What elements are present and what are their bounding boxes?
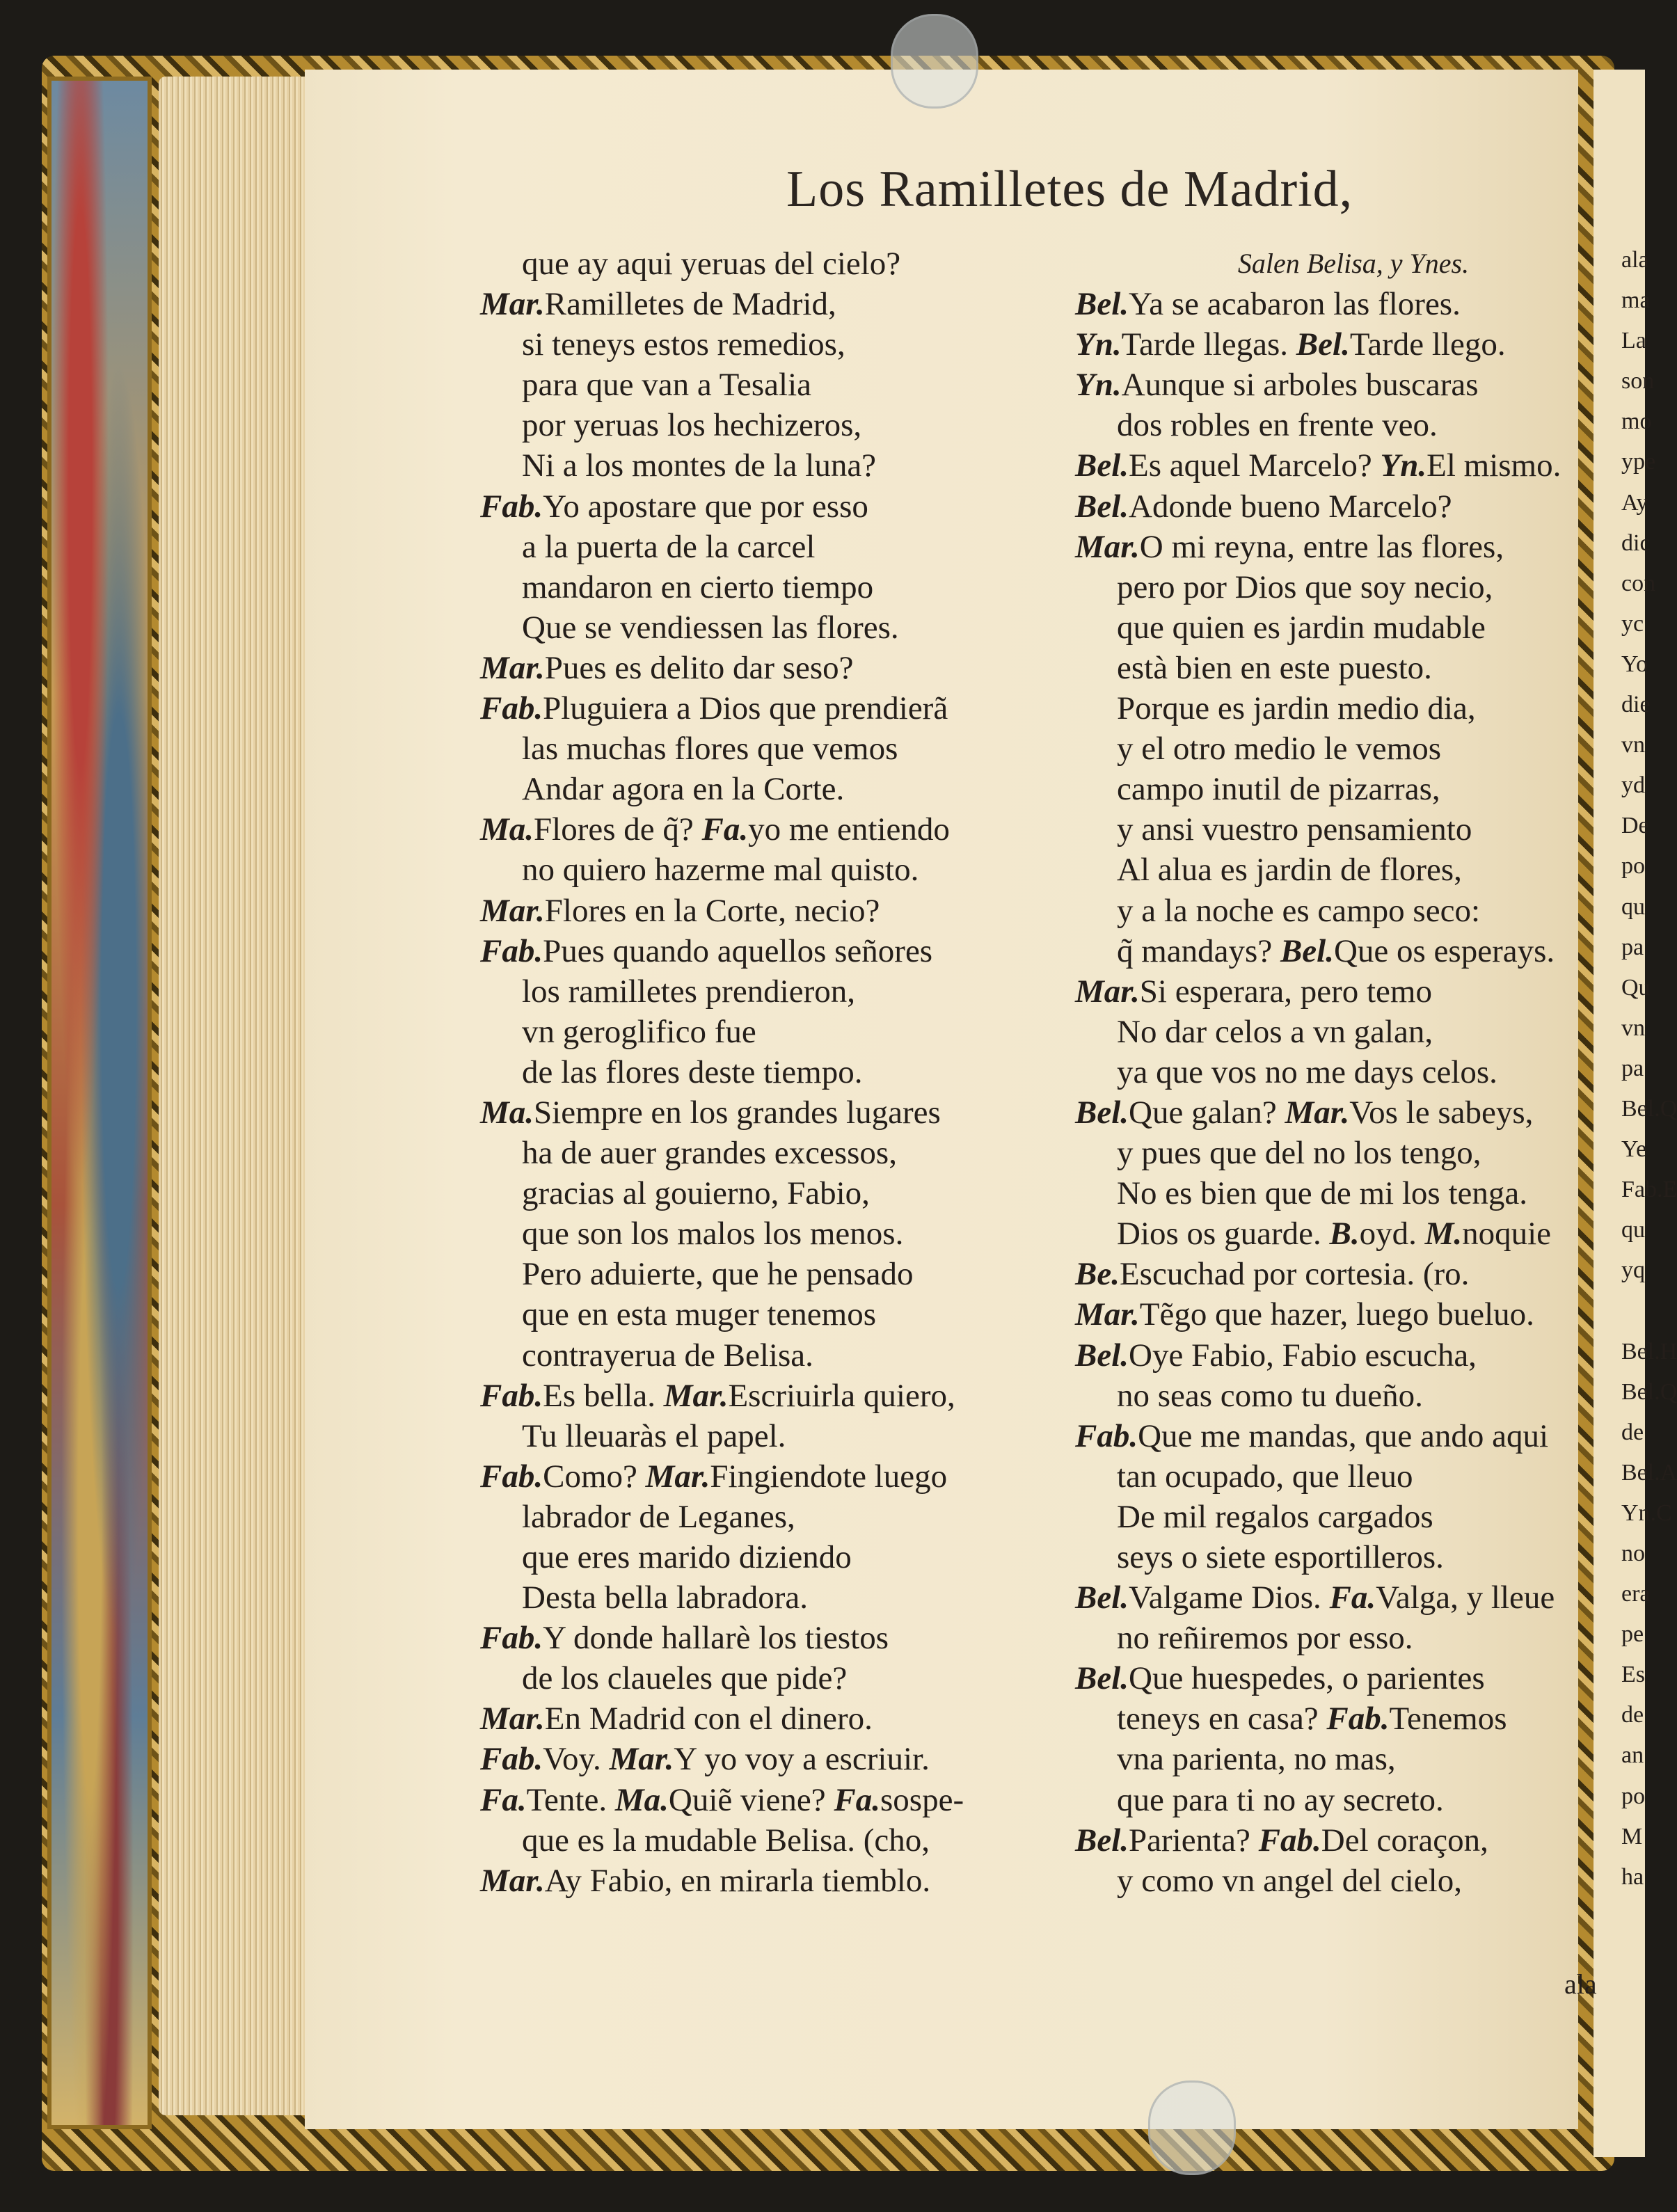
- verse-text: Que se vendiessen las flores.: [522, 609, 899, 646]
- facing-page-fragments: [1621, 240, 1677, 1897]
- facing-page-fragment: Bel.Q: [1621, 1378, 1677, 1405]
- speaker-label: Ma.: [614, 1781, 669, 1818]
- speaker-label: Mar.: [480, 1862, 545, 1899]
- verse-text: dos robles en frente veo.: [1117, 407, 1438, 444]
- verse-text: mandaron en cierto tiempo: [522, 568, 874, 605]
- verse-text: que es la mudable Belisa. (cho,: [522, 1822, 930, 1859]
- stage-direction: Salen Belisa, y Ynes.: [1237, 248, 1470, 279]
- verse-text: El mismo.: [1426, 447, 1561, 484]
- speaker-label: Ma.: [480, 811, 534, 848]
- verse-text: Fingiendote luego: [710, 1458, 948, 1495]
- verse-line: [480, 244, 1092, 284]
- verse-text: Es aquel Marcelo?: [1129, 447, 1381, 484]
- facing-page-fragment: ype: [1621, 449, 1656, 475]
- facing-page-fragment: ha: [1621, 1863, 1644, 1890]
- left-verse-column: [480, 244, 1092, 1901]
- verse-text: Ramilletes de Madrid,: [544, 286, 836, 323]
- verse-line: [480, 648, 1092, 688]
- verse-text: Tente.: [526, 1781, 615, 1818]
- speaker-label: Yn.: [1380, 447, 1427, 484]
- verse-line: [480, 688, 1092, 729]
- verse-line: [480, 1739, 1092, 1779]
- verse-line: [480, 1577, 1092, 1618]
- verse-text: De mil regalos cargados: [1117, 1498, 1433, 1535]
- verse-line: [1075, 1861, 1590, 1901]
- speaker-label: Fab.: [480, 488, 543, 525]
- verse-text: Que huespedes, o parientes: [1129, 1660, 1485, 1697]
- speaker-label: Bel.: [1075, 488, 1129, 525]
- verse-text: y pues que del no los tengo,: [1117, 1135, 1481, 1172]
- facing-page-fragment: pe: [1621, 1621, 1644, 1648]
- facing-page-fragment: Bel.A: [1621, 1459, 1677, 1486]
- verse-line: [1075, 1780, 1590, 1820]
- verse-text: Y donde hallarè los tiestos: [543, 1620, 889, 1657]
- verse-text: Como?: [543, 1458, 646, 1495]
- verse-text: Pues quando aquellos señores: [543, 932, 933, 969]
- facing-page-fragment: no: [1621, 1541, 1645, 1566]
- verse-text: que quien es jardin mudable: [1117, 609, 1486, 646]
- verse-line: [1075, 365, 1590, 405]
- verse-line: [480, 1335, 1092, 1376]
- verse-text: de las flores deste tiempo.: [522, 1053, 863, 1090]
- verse-line: [1075, 648, 1590, 688]
- verse-text: no seas como tu dueño.: [1117, 1377, 1423, 1414]
- verse-text: Tenemos: [1389, 1701, 1507, 1737]
- verse-text: Aunque si arboles buscaras: [1121, 367, 1479, 404]
- facing-page-fragment: Fab.E: [1621, 1177, 1677, 1203]
- right-verse-column: [1075, 244, 1590, 1901]
- facing-page-fragment: de: [1621, 1702, 1644, 1728]
- verse-line: [480, 405, 1092, 445]
- facing-page-fragment: qu: [1621, 893, 1645, 920]
- verse-line: [1075, 1416, 1590, 1456]
- verse-line: [1075, 931, 1590, 971]
- verse-text: teneys en casa?: [1117, 1701, 1327, 1737]
- verse-line: [480, 1012, 1092, 1052]
- verse-text: tan ocupado, que lleuo: [1117, 1458, 1413, 1495]
- facing-page-fragment: yd: [1621, 772, 1645, 799]
- verse-text: a la puerta de la carcel: [522, 528, 816, 565]
- verse-line: [1075, 1092, 1590, 1133]
- verse-line: [1075, 1133, 1590, 1173]
- verse-text: ha de auer grandes excessos,: [522, 1135, 897, 1172]
- speaker-label: M.: [1424, 1216, 1463, 1252]
- verse-text: que ay aqui yeruas del cielo?: [522, 246, 901, 282]
- verse-text: que en esta muger tenemos: [522, 1296, 876, 1333]
- verse-text: Tarde llegas.: [1121, 326, 1296, 363]
- verse-text: Pues es delito dar seso?: [544, 649, 854, 686]
- speaker-label: Mar.: [1075, 528, 1140, 565]
- facing-page-fragment: po: [1621, 853, 1645, 880]
- verse-text: labrador de Leganes,: [522, 1498, 795, 1535]
- verse-text: Desta bella labradora.: [522, 1580, 809, 1616]
- verse-line: [480, 809, 1092, 850]
- speaker-label: Fa.: [701, 811, 749, 848]
- verse-text: Que os esperays.: [1333, 932, 1555, 969]
- verse-line: [1075, 405, 1590, 445]
- verse-line: [1075, 1820, 1590, 1861]
- page-fore-edge: [159, 77, 305, 2115]
- speaker-label: Fa.: [834, 1781, 880, 1818]
- speaker-label: B.: [1329, 1216, 1360, 1252]
- verse-text: Parienta?: [1129, 1822, 1259, 1859]
- speaker-label: Fab.: [480, 932, 543, 969]
- verse-line: [480, 1214, 1092, 1254]
- facing-page-fragment: era: [1621, 1581, 1651, 1607]
- speaker-label: Be.: [1075, 1256, 1120, 1293]
- verse-text: Del coraçon,: [1321, 1822, 1488, 1859]
- speaker-label: Mar.: [480, 892, 545, 929]
- facing-page-fragment: vn: [1621, 732, 1645, 758]
- verse-line: [1075, 1618, 1590, 1658]
- facing-page-fragment: con: [1621, 570, 1656, 596]
- verse-line: [480, 324, 1092, 365]
- verse-text: Pero aduierte, que he pensado: [522, 1256, 914, 1293]
- verse-text: Que galan?: [1129, 1094, 1285, 1131]
- verse-text: noquie: [1462, 1216, 1552, 1252]
- verse-line: [1075, 1335, 1590, 1376]
- speaker-label: Fab.: [1326, 1701, 1390, 1737]
- verse-line: [1075, 1658, 1590, 1698]
- verse-text: Valga, y lleue: [1376, 1580, 1555, 1616]
- verse-text: Si esperara, pero temo: [1139, 973, 1432, 1010]
- facing-page-fragment: yq: [1621, 1257, 1645, 1284]
- verse-line: [1075, 1456, 1590, 1497]
- speaker-label: Fab.: [480, 1458, 543, 1495]
- verse-line: [480, 971, 1092, 1012]
- facing-page-fragment: yc: [1621, 610, 1644, 637]
- speaker-label: Fab.: [480, 690, 543, 727]
- speaker-label: Mar.: [1075, 973, 1140, 1010]
- verse-line: [480, 850, 1092, 890]
- verse-text: campo inutil de pizarras,: [1117, 771, 1440, 808]
- verse-text: sospe-: [880, 1781, 964, 1818]
- verse-line: [480, 1294, 1092, 1335]
- verse-line: [1075, 1537, 1590, 1577]
- speaker-label: Mar.: [609, 1741, 674, 1778]
- facing-page-fragment: an: [1621, 1742, 1644, 1769]
- verse-line: [480, 1497, 1092, 1537]
- verse-text: por yeruas los hechizeros,: [522, 407, 862, 444]
- verse-text: los ramilletes prendieron,: [522, 973, 855, 1010]
- verse-line: [1075, 284, 1590, 324]
- verse-line: [480, 1173, 1092, 1214]
- verse-line: [1075, 1214, 1590, 1254]
- verse-text: Quiẽ viene?: [668, 1781, 834, 1818]
- speaker-label: Fa.: [480, 1781, 527, 1818]
- speaker-label: Fa.: [1329, 1580, 1376, 1616]
- verse-text: que son los malos los menos.: [522, 1216, 904, 1252]
- verse-text: seys o siete esportilleros.: [1117, 1539, 1444, 1575]
- verse-text: Voy.: [543, 1741, 610, 1778]
- speaker-label: Fab.: [480, 1620, 543, 1657]
- verse-line: [1075, 324, 1590, 365]
- speaker-label: Mar.: [645, 1458, 710, 1495]
- verse-text: de los claueles que pide?: [522, 1660, 848, 1697]
- verse-text: Adonde bueno Marcelo?: [1129, 488, 1452, 525]
- facing-page-fragment: mo: [1621, 408, 1652, 435]
- verse-text: Al alua es jardin de flores,: [1117, 852, 1462, 889]
- verse-line: [480, 365, 1092, 405]
- verse-text: q̃ mandays?: [1117, 932, 1280, 969]
- verse-text: y como vn angel del cielo,: [1117, 1862, 1462, 1899]
- speaker-label: Bel.: [1280, 932, 1334, 969]
- facing-page-fragment: qu: [1621, 1217, 1645, 1243]
- verse-text: Andar agora en la Corte.: [522, 771, 845, 808]
- speaker-label: Yn.: [1075, 326, 1122, 363]
- verse-line: [480, 527, 1092, 567]
- verse-text: las muchas flores que vemos: [522, 731, 898, 767]
- facing-page-fragment: Yn.C: [1621, 1499, 1672, 1526]
- verse-line: [1075, 607, 1590, 648]
- verse-line: [1075, 1497, 1590, 1537]
- speaker-label: Mar.: [663, 1377, 729, 1414]
- facing-page-fragment: Yo: [1621, 651, 1648, 677]
- running-head: Los Ramilletes de Madrid,: [786, 161, 1353, 218]
- speaker-label: Bel.: [1296, 326, 1350, 363]
- verse-line: [1075, 527, 1590, 567]
- verse-line: [1075, 445, 1590, 486]
- verse-line: [480, 1820, 1092, 1861]
- verse-text: contrayerua de Belisa.: [522, 1337, 813, 1374]
- facing-page-fragment: ma: [1621, 287, 1651, 314]
- marbled-endpaper: [47, 77, 152, 2129]
- verse-line: [1075, 688, 1590, 729]
- verse-line: [480, 607, 1092, 648]
- verse-text: gracias al gouierno, Fabio,: [522, 1175, 870, 1212]
- verse-line: [480, 891, 1092, 931]
- facing-page-fragment: Bel.H: [1621, 1338, 1677, 1364]
- verse-text: Oye Fabio, Fabio escucha,: [1129, 1337, 1477, 1374]
- verse-line: [480, 1861, 1092, 1901]
- facing-page-fragment: M: [1621, 1823, 1643, 1849]
- speaker-label: Bel.: [1075, 1094, 1129, 1131]
- speaker-label: Fab.: [1258, 1822, 1321, 1859]
- speaker-label: Bel.: [1075, 447, 1129, 484]
- verse-text: està bien en este puesto.: [1117, 649, 1432, 686]
- speaker-label: Mar.: [480, 649, 545, 686]
- verse-line: [480, 567, 1092, 607]
- verse-text: oyd.: [1359, 1216, 1425, 1252]
- verse-text: Tẽgo que hazer, luego bueluo.: [1139, 1296, 1534, 1333]
- speaker-label: Mar.: [480, 286, 545, 323]
- verse-line: [480, 769, 1092, 809]
- speaker-label: Bel.: [1075, 1337, 1129, 1374]
- verse-text: No es bien que de mi los tenga.: [1117, 1175, 1527, 1212]
- verse-line: [480, 1416, 1092, 1456]
- verse-line: [480, 1658, 1092, 1698]
- verse-text: Que me mandas, que ando aqui: [1138, 1417, 1549, 1454]
- verse-line: [1075, 567, 1590, 607]
- facing-page-fragment: die: [1621, 692, 1651, 718]
- facing-page-fragment: Bel.Q: [1621, 1095, 1677, 1122]
- verse-line: [1075, 1173, 1590, 1214]
- verse-text: Tu lleuaràs el papel.: [522, 1417, 786, 1454]
- verse-text: Porque es jardin medio dia,: [1117, 690, 1476, 727]
- facing-page-fragment: pa: [1621, 1055, 1644, 1081]
- speaker-label: Mar.: [480, 1701, 545, 1737]
- verse-line: [1075, 769, 1590, 809]
- verse-text: para que van a Tesalia: [522, 367, 812, 404]
- facing-page-fragment: pa: [1621, 934, 1644, 960]
- verse-text: que eres marido diziendo: [522, 1539, 852, 1575]
- verse-line: [1075, 1376, 1590, 1416]
- verse-text: vna parienta, no mas,: [1117, 1741, 1396, 1778]
- verse-text: si teneys estos remedios,: [522, 326, 845, 363]
- speaker-label: Bel.: [1075, 1660, 1129, 1697]
- facing-page-fragment: son: [1621, 368, 1655, 395]
- verse-line: [480, 1092, 1092, 1133]
- verse-line: [480, 1698, 1092, 1739]
- facing-page-fragment: La: [1621, 328, 1646, 354]
- speaker-label: Mar.: [1075, 1296, 1140, 1333]
- verse-text: Siempre en los grandes lugares: [534, 1094, 941, 1131]
- facing-page-fragment: vn: [1621, 1015, 1645, 1041]
- verse-text: Flores de q̃?: [534, 811, 702, 848]
- verse-line: [480, 931, 1092, 971]
- verse-text: que para ti no ay secreto.: [1117, 1781, 1444, 1818]
- verse-text: Ni a los montes de la luna?: [522, 447, 877, 484]
- speaker-label: Fab.: [1075, 1417, 1138, 1454]
- verse-line: [1075, 971, 1590, 1012]
- verse-text: y a la noche es campo seco:: [1117, 892, 1481, 929]
- verse-text: Tarde llego.: [1349, 326, 1506, 363]
- verse-line: [1075, 1294, 1590, 1335]
- speaker-label: Yn.: [1075, 367, 1122, 404]
- verse-text: En Madrid con el dinero.: [544, 1701, 873, 1737]
- verse-line: [1075, 486, 1590, 527]
- verse-line: [1075, 1254, 1590, 1294]
- verse-text: Dios os guarde.: [1117, 1216, 1330, 1252]
- verse-line: [1075, 1012, 1590, 1052]
- verse-line: [480, 1456, 1092, 1497]
- verse-text: No dar celos a vn galan,: [1117, 1013, 1433, 1050]
- verse-text: Yo apostare que por esso: [543, 488, 868, 525]
- verse-line: [480, 1133, 1092, 1173]
- verse-text: Ay Fabio, en mirarla tiemblo.: [544, 1862, 931, 1899]
- verse-line: [1075, 729, 1590, 769]
- verse-line: [1075, 891, 1590, 931]
- verse-line: [480, 1780, 1092, 1820]
- verse-line: [480, 1376, 1092, 1416]
- verse-text: Escuchad por cortesia. (ro.: [1119, 1256, 1470, 1293]
- facing-page-fragment: Ay: [1621, 489, 1648, 516]
- speaker-label: Bel.: [1075, 286, 1129, 323]
- verse-text: Es bella.: [543, 1377, 664, 1414]
- facing-page-fragment: [1621, 1291, 1645, 1331]
- verse-line: [1075, 809, 1590, 850]
- speaker-label: Bel.: [1075, 1580, 1129, 1616]
- verse-text: no reñiremos por esso.: [1117, 1620, 1413, 1657]
- facing-page-fragment: dic: [1621, 530, 1651, 556]
- verse-line: [1075, 1739, 1590, 1779]
- verse-text: yo me entiendo: [748, 811, 950, 848]
- verse-text: y el otro medio le vemos: [1117, 731, 1441, 767]
- facing-page-fragment: ala: [1621, 247, 1649, 273]
- verse-text: no quiero hazerme mal quisto.: [522, 852, 919, 889]
- verse-line: [480, 1052, 1092, 1092]
- verse-line: [1075, 1052, 1590, 1092]
- facing-page-fragment: de: [1621, 1419, 1644, 1445]
- verse-text: Escriuirla quiero,: [728, 1377, 955, 1414]
- verse-line: [480, 486, 1092, 527]
- verse-line: [1075, 1577, 1590, 1618]
- verse-text: Ya se acabaron las flores.: [1129, 286, 1461, 323]
- verse-line: [480, 1537, 1092, 1577]
- verse-line: [480, 445, 1092, 486]
- facing-page-fragment: Es: [1621, 1662, 1645, 1688]
- speaker-label: Bel.: [1075, 1822, 1129, 1859]
- verse-line: [480, 1254, 1092, 1294]
- verse-line: [480, 284, 1092, 324]
- verse-line: [1075, 850, 1590, 890]
- facing-page-fragment: po: [1621, 1783, 1645, 1809]
- verse-text: ya que vos no me days celos.: [1117, 1053, 1497, 1090]
- verse-text: vn geroglifico fue: [522, 1013, 756, 1050]
- facing-page-fragment: De: [1621, 813, 1649, 839]
- verse-text: Pluguiera a Dios que prendierã: [543, 690, 948, 727]
- verse-text: pero por Dios que soy necio,: [1117, 568, 1493, 605]
- verse-text: Y yo voy a escriuir.: [674, 1741, 930, 1778]
- speaker-label: Mar.: [1285, 1094, 1350, 1131]
- page-clip-top: [891, 14, 978, 109]
- verse-line: [480, 729, 1092, 769]
- facing-page-fragment: Ye: [1621, 1136, 1647, 1163]
- speaker-label: Fab.: [480, 1741, 543, 1778]
- page-clip-bottom: [1148, 2080, 1236, 2175]
- speaker-label: Fab.: [480, 1377, 543, 1414]
- verse-text: y ansi vuestro pensamiento: [1117, 811, 1472, 848]
- catchword: ala: [1564, 1968, 1597, 2000]
- verse-line: [480, 1618, 1092, 1658]
- speaker-label: Ma.: [480, 1094, 534, 1131]
- verse-text: Valgame Dios.: [1129, 1580, 1330, 1616]
- verse-line: [1075, 1698, 1590, 1739]
- verse-text: O mi reyna, entre las flores,: [1139, 528, 1504, 565]
- facing-page-fragment: Qu: [1621, 974, 1651, 1001]
- verse-text: Vos le sabeys,: [1349, 1094, 1534, 1131]
- verse-text: Flores en la Corte, necio?: [544, 892, 880, 929]
